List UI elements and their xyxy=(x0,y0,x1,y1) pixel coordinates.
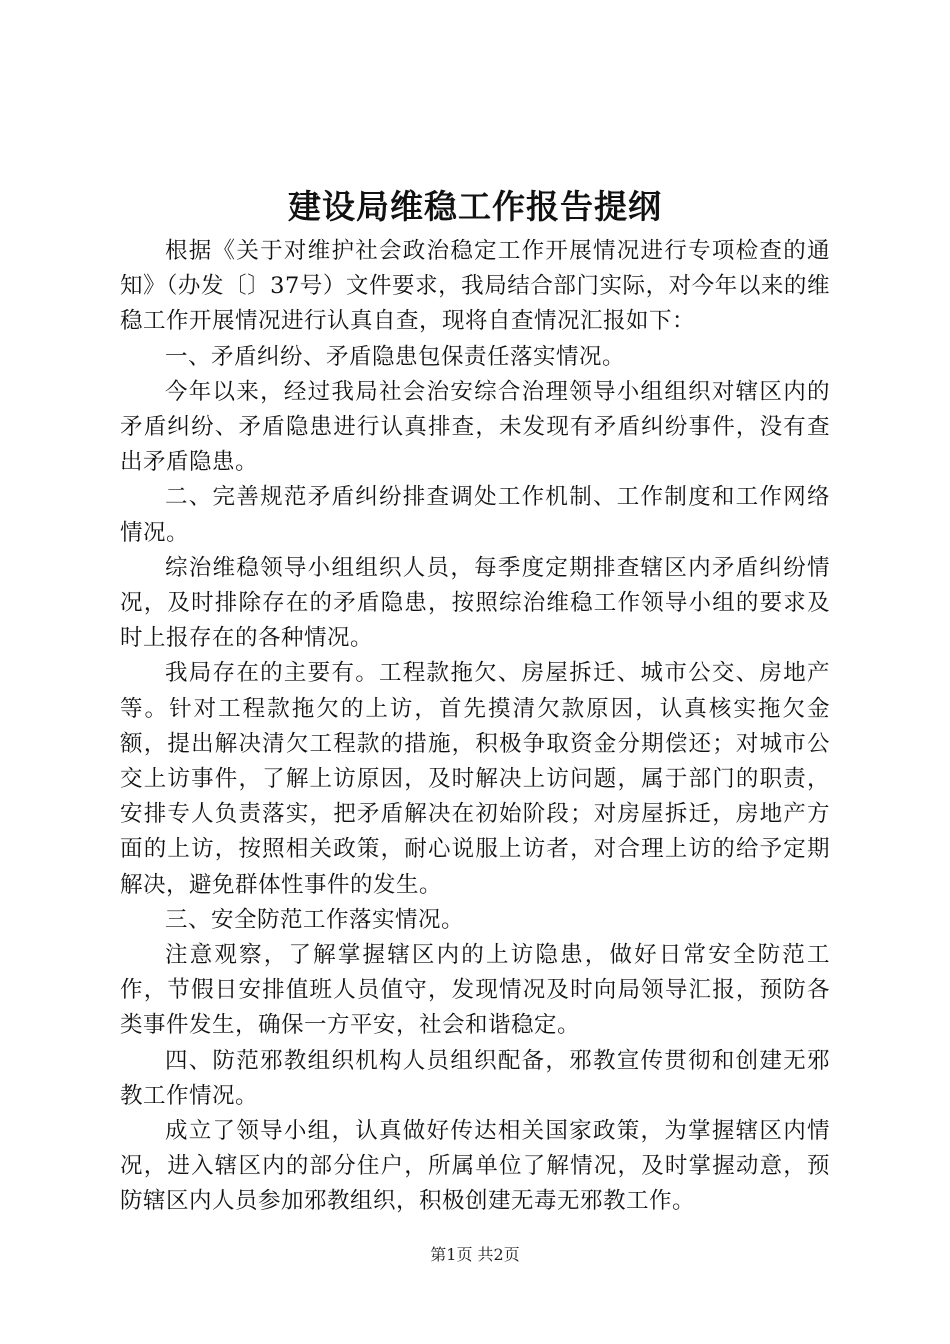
intro-paragraph: 根据《关于对维护社会政治稳定工作开展情况进行专项检查的通知》（办发〔〕37号）文件要求，我局结合部门实际，对今年以来的维稳工作开展情况进行认真自查，现将自查情况汇报如下： xyxy=(120,238,830,335)
section-heading-1: 一、矛盾纠纷、矛盾隐患包保责任落实情况。 xyxy=(165,343,626,370)
section-heading-3: 三、安全防范工作落实情况。 xyxy=(165,906,465,933)
section-heading-4: 四、防范邪教组织机构人员组织配备，邪教宣传贯彻和创建无邪教工作情况。 xyxy=(120,1047,830,1109)
section-heading-2: 二、完善规范矛盾纠纷排查调处工作机制、工作制度和工作网络情况。 xyxy=(120,484,830,546)
section-3-paragraph: 注意观察，了解掌握辖区内的上访隐患，做好日常安全防范工作，节假日安排值班人员值守，发现情况及时向局领导汇报，预防各类事件发生，确保一方平安，社会和谐稳定。 xyxy=(120,942,830,1039)
section-2-paragraph-1: 综治维稳领导小组组织人员，每季度定期排查辖区内矛盾纠纷情况，及时排除存在的矛盾隐患，按照综治维稳工作领导小组的要求及时上报存在的各种情况。 xyxy=(120,554,830,652)
document-body xyxy=(120,234,830,1220)
document-title: 建设局维稳工作报告提纲 xyxy=(288,187,662,226)
page-footer: 第1页 共2页 xyxy=(430,1245,520,1264)
section-1-paragraph: 今年以来，经过我局社会治安综合治理领导小组组织对辖区内的矛盾纠纷、矛盾隐患进行认真排查，未发现有矛盾纠纷事件，没有查出矛盾隐患。 xyxy=(120,378,830,476)
section-2-paragraph-2: 我局存在的主要有。工程款拖欠、房屋拆迁、城市公交、房地产等。针对工程款拖欠的上访，首先摸清欠款原因，认真核实拖欠金额，提出解决清欠工程款的措施，积极争取资金分期偿还；对城市公交上访事件，了解上访原因，及时解决上访问题，属于部门的职责，安排专人负责落实，把矛盾解决在初始阶段；对房屋拆迁，房地产方面的上访，按照相关政策，耐心说服上访者，对合理上访的给予定期解决，避免群体性事件的发生。 xyxy=(120,660,830,898)
section-4-paragraph: 成立了领导小组，认真做好传达相关国家政策，为掌握辖区内情况，进入辖区内的部分住户，所属单位了解情况，及时掌握动意，预防辖区内人员参加邪教组织，积极创建无毒无邪教工作。 xyxy=(120,1118,830,1215)
